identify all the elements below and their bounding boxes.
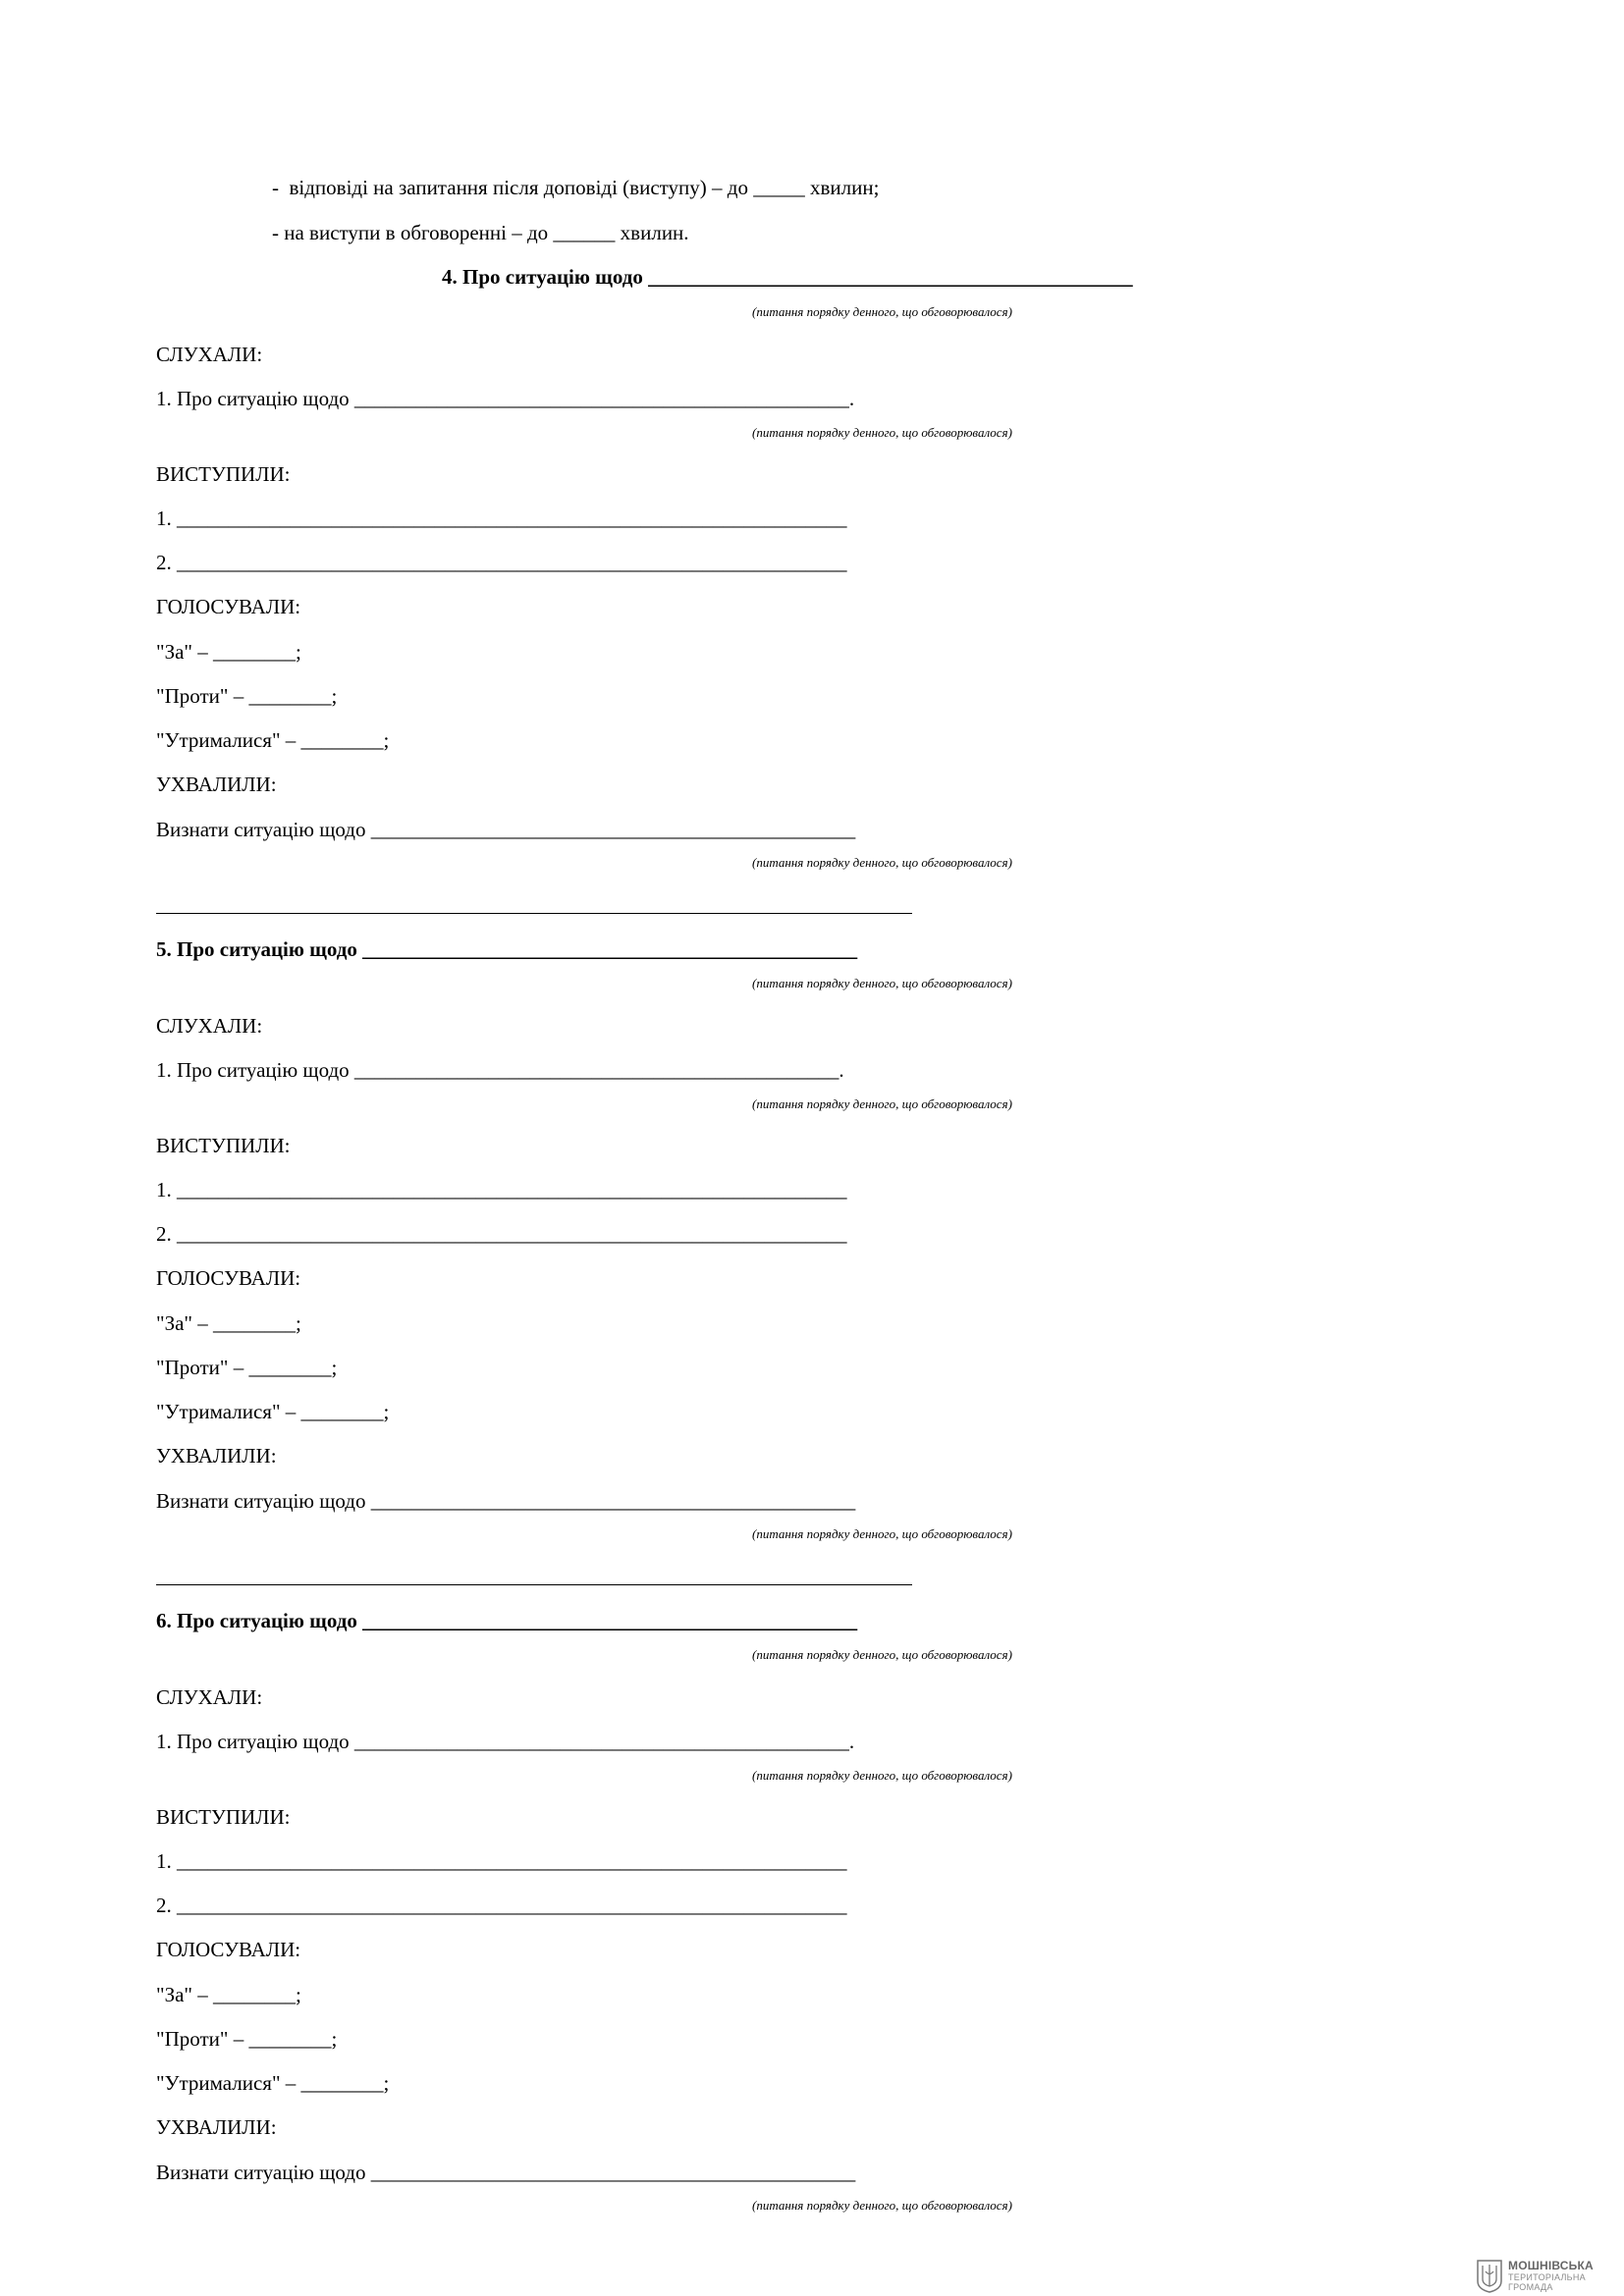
- speeches-time-line: - на виступи в обговоренні – до ______ хвилин.: [272, 221, 689, 244]
- vote-abstain: "Утрималися" – ________;: [156, 728, 390, 752]
- heard-label: СЛУХАЛИ:: [156, 1014, 263, 1038]
- logo-subtitle-2: ГРОМАДА: [1508, 2282, 1553, 2292]
- answers-time-line: - відповіді на запитання після доповіді (виступу) – до _____ хвилин;: [272, 176, 880, 199]
- speaker-line-2: 2. _________________________________________________________________: [156, 1894, 847, 1917]
- agenda-caption: (питання порядку денного, що обговорювалося): [752, 1526, 1012, 1541]
- logo-title: МОШНІВСЬКА: [1508, 2259, 1594, 2272]
- speaker-line-2: 2. _________________________________________________________________: [156, 551, 847, 574]
- agenda-caption: (питання порядку денного, що обговорювалося): [752, 425, 1012, 440]
- vote-against: "Проти" – ________;: [156, 1356, 338, 1379]
- vote-abstain: "Утрималися" – ________;: [156, 2071, 390, 2095]
- trident-emblem-icon: [1477, 2260, 1502, 2293]
- community-logo: [1477, 2260, 1619, 2295]
- voted-label: ГОЛОСУВАЛИ:: [156, 595, 301, 618]
- agenda-caption: (питання порядку денного, що обговорювалося): [752, 1768, 1012, 1783]
- speaker-line-1: 1. _________________________________________________________________: [156, 1178, 847, 1201]
- voted-label: ГОЛОСУВАЛИ:: [156, 1938, 301, 1961]
- blank-rule: [156, 1584, 912, 1585]
- resolved-label: УХВАЛИЛИ:: [156, 773, 277, 796]
- agenda-caption: (питання порядку денного, що обговорювалося): [752, 976, 1012, 990]
- voted-label: ГОЛОСУВАЛИ:: [156, 1266, 301, 1290]
- item-5-heading: 5. Про ситуацію щодо ________________________________________________: [156, 937, 858, 961]
- speaker-line-1: 1. _________________________________________________________________: [156, 507, 847, 530]
- vote-abstain: "Утрималися" – ________;: [156, 1400, 390, 1423]
- item-4-heading: 4. Про ситуацію щодо _______________________________________________: [442, 265, 1133, 289]
- logo-text: [1508, 2260, 1594, 2292]
- agenda-caption: (питання порядку денного, що обговорювалося): [752, 1096, 1012, 1111]
- spoke-label: ВИСТУПИЛИ:: [156, 1134, 291, 1157]
- blank-rule: [156, 913, 912, 914]
- resolved-label: УХВАЛИЛИ:: [156, 2115, 277, 2139]
- resolution-line: Визнати ситуацію щодо _______________________________________________: [156, 2161, 856, 2184]
- spoke-label: ВИСТУПИЛИ:: [156, 1805, 291, 1829]
- vote-for: "За" – ________;: [156, 1983, 301, 2006]
- heard-line: 1. Про ситуацію щодо ________________________________________________.: [156, 387, 855, 410]
- agenda-caption: (питання порядку денного, що обговорювалося): [752, 2198, 1012, 2213]
- resolved-label: УХВАЛИЛИ:: [156, 1444, 277, 1468]
- heard-label: СЛУХАЛИ:: [156, 343, 263, 366]
- agenda-caption: (питання порядку денного, що обговорювалося): [752, 1647, 1012, 1662]
- resolution-line: Визнати ситуацію щодо _______________________________________________: [156, 1489, 856, 1513]
- speaker-line-2: 2. _________________________________________________________________: [156, 1222, 847, 1246]
- spoke-label: ВИСТУПИЛИ:: [156, 462, 291, 486]
- item-6-heading: 6. Про ситуацію щодо ________________________________________________: [156, 1609, 858, 1632]
- vote-against: "Проти" – ________;: [156, 2027, 338, 2051]
- agenda-caption: (питання порядку денного, що обговорювалося): [752, 304, 1012, 319]
- speaker-line-1: 1. _________________________________________________________________: [156, 1849, 847, 1873]
- heard-label: СЛУХАЛИ:: [156, 1685, 263, 1709]
- resolution-line: Визнати ситуацію щодо _______________________________________________: [156, 818, 856, 841]
- agenda-caption: (питання порядку денного, що обговорювалося): [752, 855, 1012, 870]
- vote-against: "Проти" – ________;: [156, 684, 338, 708]
- vote-for: "За" – ________;: [156, 640, 301, 664]
- logo-subtitle-1: ТЕРИТОРІАЛЬНА: [1508, 2272, 1586, 2282]
- heard-line: 1. Про ситуацію щодо ________________________________________________.: [156, 1730, 855, 1753]
- vote-for: "За" – ________;: [156, 1311, 301, 1335]
- heard-line: 1. Про ситуацію щодо _______________________________________________.: [156, 1058, 844, 1082]
